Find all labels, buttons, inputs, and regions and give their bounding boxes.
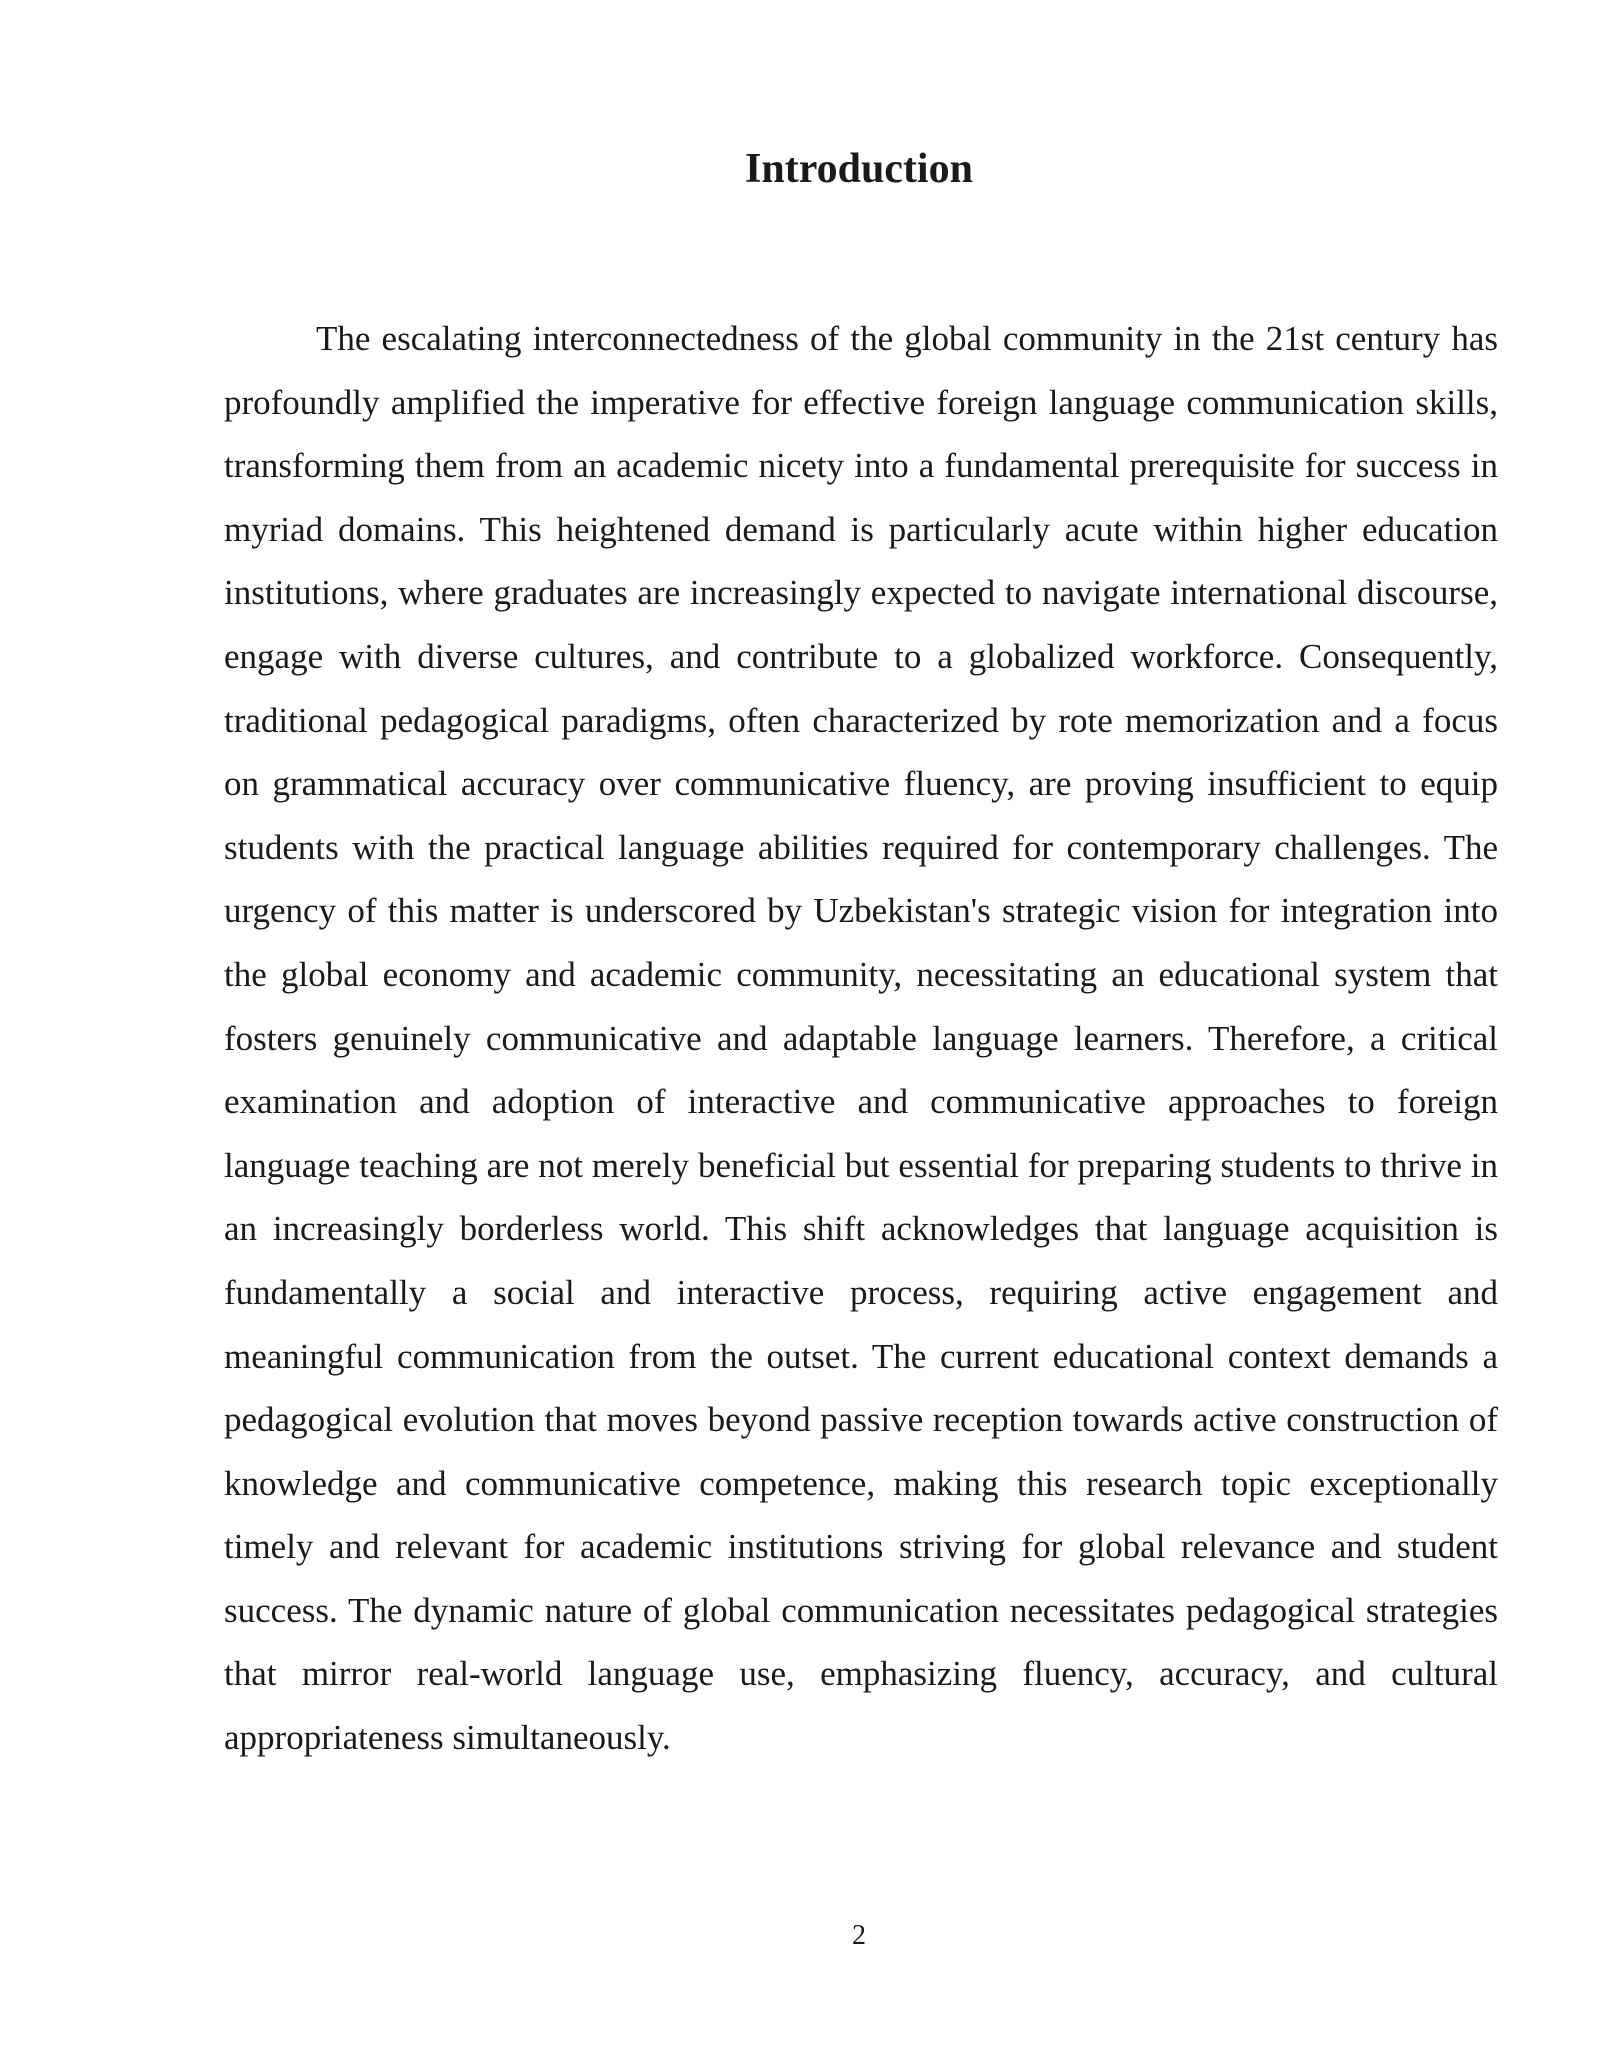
- page-title: Introduction: [745, 146, 973, 192]
- introduction-paragraph: The escalating interconnectedness of the global community in the 21st century has profoundly amplified the imperative for effective foreign language communication skills, transforming them from an academic nicety into a fundamental prerequisite for success in myriad domains. This heightened demand is particularly acute within higher education institutions, where graduates are increasingly expected to navigate international discourse, engage with diverse cultures, and contribute to a globalized workforce. Consequently, traditional pedagogical paradigms, often characterized by rote memorization and a focus on grammatical accuracy over communicative fluency, are proving insufficient to equip students with the practical language abilities required for contemporary challenges. The urgency of this matter is underscored by Uzbekistan's strategic vision for integration into the global economy and academic community, necessitating an educational system that fosters genuinely communicative and adaptable language learners. Therefore, a critical examination and adoption of interactive and communicative approaches to foreign language teaching are not merely beneficial but essential for preparing students to thrive in an increasingly borderless world. This shift acknowledges that language acquisition is fundamentally a social and interactive process, requiring active engagement and meaningful communication from the outset. The current educational context demands a pedagogical evolution that moves beyond passive reception towards active construction of knowledge and communicative competence, making this research topic exceptionally timely and relevant for academic institutions striving for global relevance and student success. The dynamic nature of global communication necessitates pedagogical strategies that mirror real-world language use, emphasizing fluency, accuracy, and cultural appropriateness simultaneously.: [224, 319, 1498, 1758]
- page-number: 2: [852, 1920, 866, 1951]
